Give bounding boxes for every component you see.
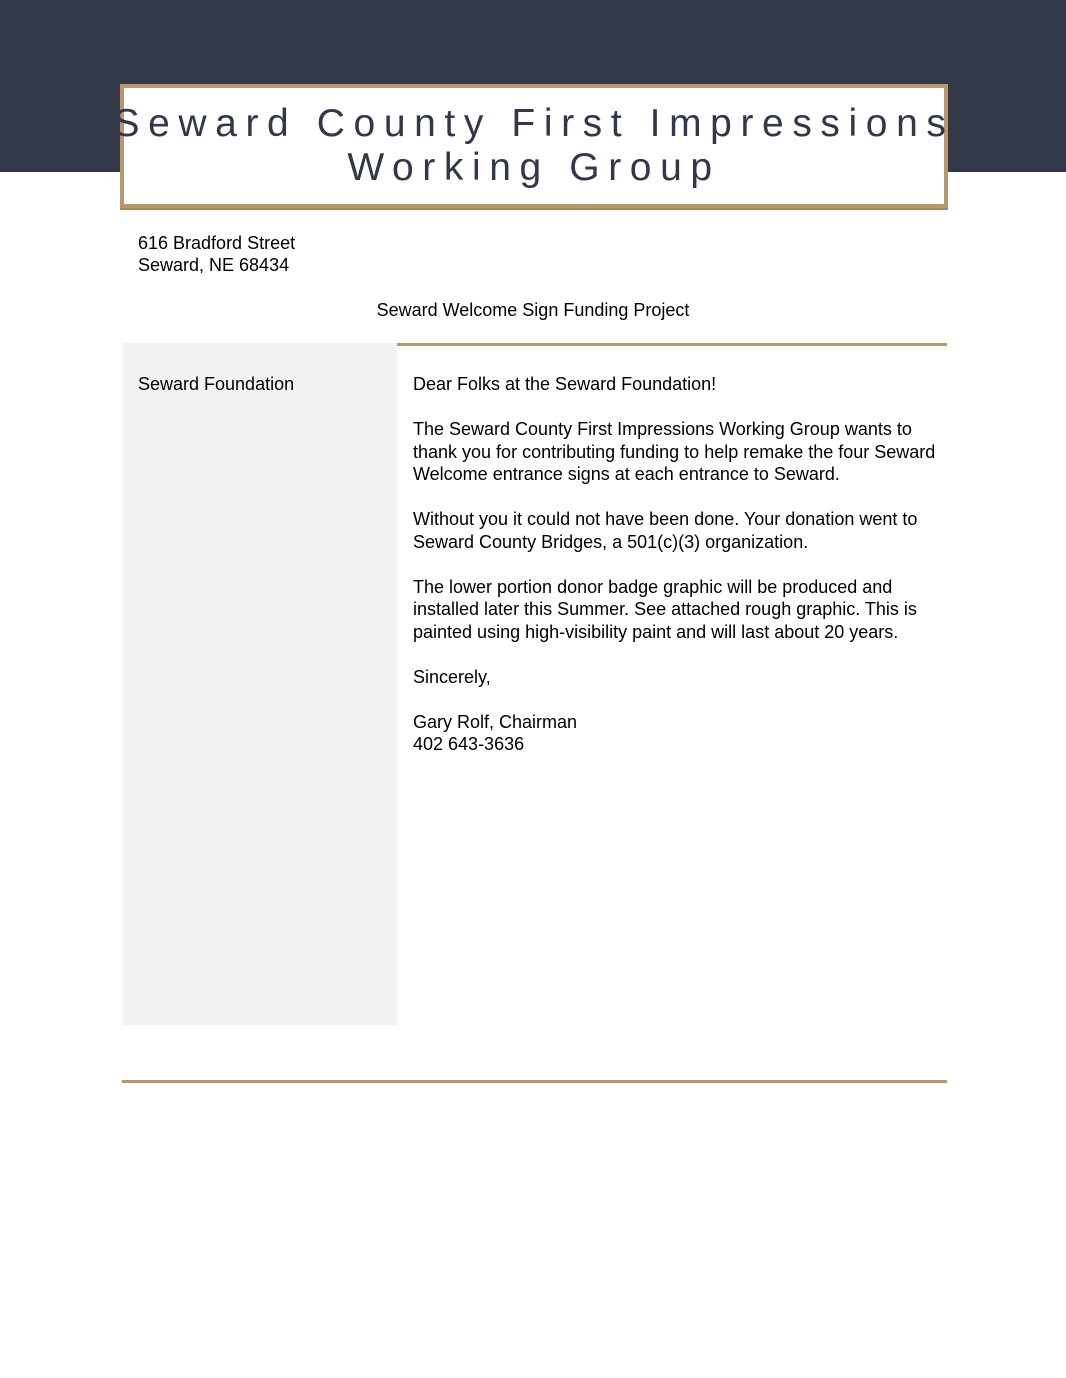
page-title-line-1: Seward County First Impressions bbox=[113, 102, 955, 145]
title-box bbox=[113, 84, 955, 208]
sender-city-state-zip: Seward, NE 68434 bbox=[138, 255, 290, 275]
letter-paragraph-1: The Seward County First Impressions Working Group wants to thank you for contributing funding to help remake the four Seward Welcome entrance signs at each entrance to Seward. bbox=[413, 419, 936, 484]
recipient-name: Seward Foundation bbox=[138, 374, 295, 394]
letter-body bbox=[413, 373, 943, 756]
signer-phone: 402 643-3636 bbox=[413, 734, 525, 754]
signer-name: Gary Rolf, Chairman bbox=[413, 711, 578, 732]
salutation: Dear Folks at the Seward Foundation! bbox=[413, 374, 717, 394]
closing: Sincerely, bbox=[413, 666, 491, 687]
letter-paragraph-3: The lower portion donor badge graphic will be produced and installed later this Summer. See attached rough graphic. This is painted using high-visibility paint and will last about 20 years. bbox=[413, 576, 917, 642]
letter-paragraph-2: Without you it could not have been done. Your donation went to Seward County Bridges, a 501(c)(3) organization. bbox=[413, 509, 918, 552]
sender-street: 616 Bradford Street bbox=[138, 233, 296, 253]
recipient-sidebar bbox=[123, 343, 397, 1025]
footer-divider bbox=[122, 1080, 947, 1083]
body-top-divider bbox=[397, 343, 947, 346]
letter-subject: Seward Welcome Sign Funding Project bbox=[376, 300, 690, 320]
sender-address bbox=[138, 232, 295, 276]
page-title-line-2: Working Group bbox=[347, 146, 721, 189]
